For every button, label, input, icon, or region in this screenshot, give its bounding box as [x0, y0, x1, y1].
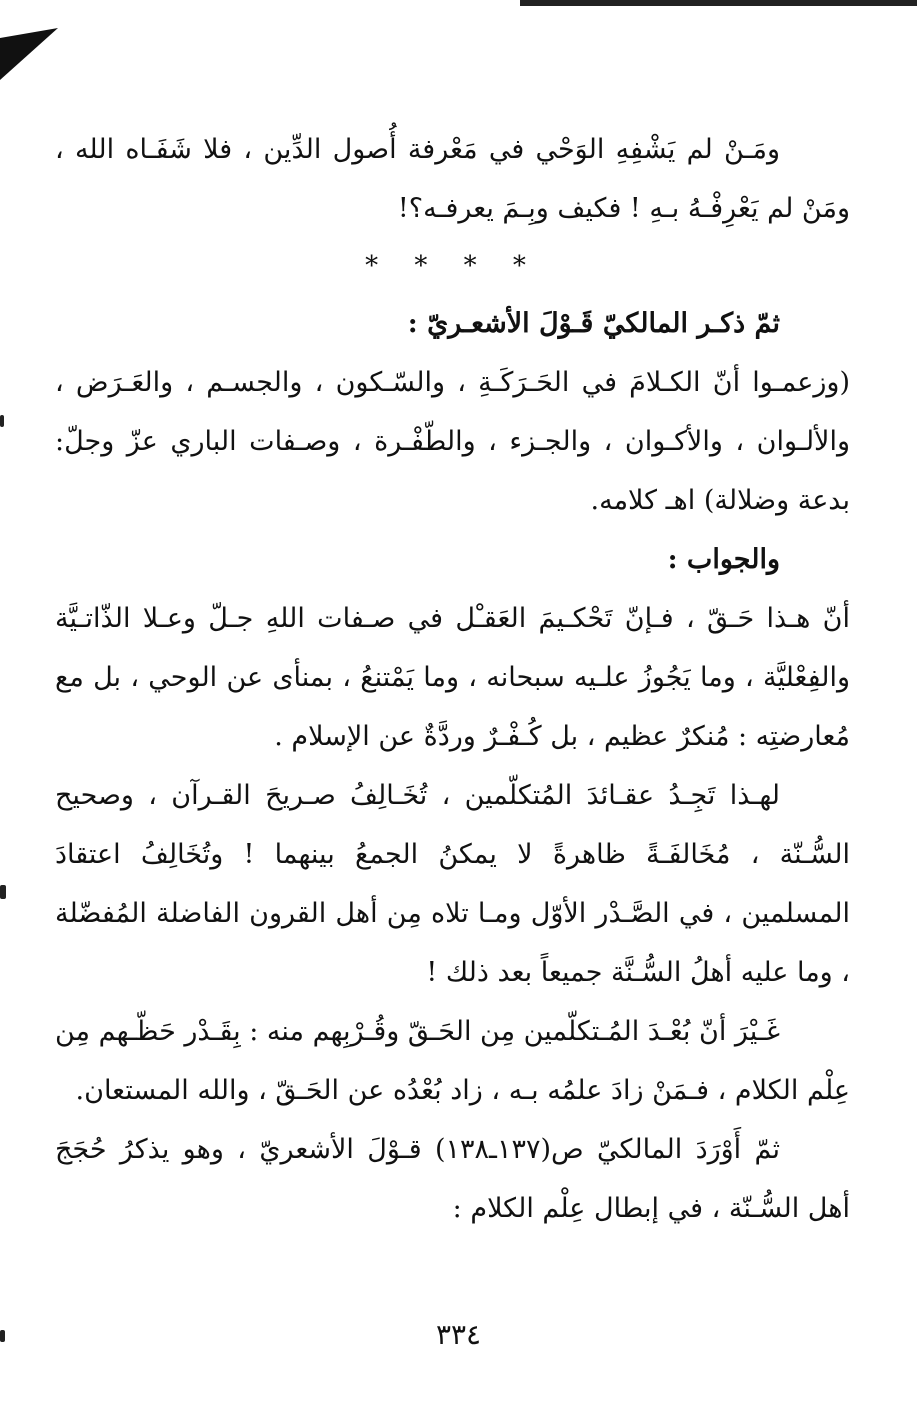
paragraph-answer: أنّ هـذا حَـقّ ، فـإنّ تَحْكـيمَ العَقـْل في صـفات اللهِ جـلّ وعـلا الذّاتـيَّة والفِعْليَّة ، وما يَجُوزُ علـيه سبحانه ، وما يَمْتنعُ ، بمنأى عن الوحي ، بل مع مُعارضتِه : مُنكرٌ عظيم ، بل كُـفْـرٌ وردَّةٌ عن الإسلام . [55, 603, 850, 752]
margin-mark-2 [0, 885, 6, 899]
paragraph-creeds: لهـذا تَجِـدُ عقـائدَ المُتكلّمين ، تُخَـالِفُ صـريحَ القـرآن ، وصحيح السُّـنّة ، مُخَالفَـةً ظاهرةً لا يمكنُ الجمعُ بينهما ! وتُخَالِفُ اعتقادَ المسلمين ، في الصَّـدْر الأوّل ومـا تلاه مِن أهل القرون الفاضلة المُفضّلة ، وما عليه أهلُ السُّـنَّة جميعاً بعد ذلك ! [55, 780, 850, 988]
margin-mark-1 [0, 415, 4, 427]
corner-triangle-mark [0, 28, 58, 84]
paragraph-quote: (وزعمـوا أنّ الكـلامَ في الحَـرَكَـةِ ، والسّـكون ، والجسـم ، والعَـرَض ، والألـوان ، والأكـوان ، والجـزء ، والطّفْـرة ، وصـفات الباري عزّ وجلّ: بدعة وضلالة) اهـ كلامه. [55, 367, 850, 516]
section-heading: ثمّ ذكـر المالكيّ قَـوْلَ الأشعـريّ : [407, 308, 780, 339]
top-border-rule [520, 0, 917, 6]
paragraph-distance: غَـيْرَ أنّ بُعْـدَ المُـتكلّمين مِن الحَـقّ وقُـرْبِهم منه : بِقَـدْر حَظّـهم مِن عِلْم الكلام ، فـمَنْ زادَ علمُه بـه ، زاد بُعْدُه عن الحَـقّ ، والله المستعان. [55, 1016, 850, 1106]
paragraph-closing: ثمّ أَوْرَدَ المالكيّ ص(١٣٧ـ١٣٨) قـوْلَ الأشعريّ ، وهو يذكرُ حُجَجَ أهل السُّـنّة ، في إبطال عِلْم الكلام : [55, 1134, 850, 1224]
page-number: ٣٣٤ [435, 1318, 482, 1351]
section-separator-stars: * * * * [365, 251, 540, 281]
paragraph-revelation: ومَـنْ لم يَشْفِهِ الوَحْي في مَعْرفة أُصول الدِّين ، فلا شَفَـاه الله ، ومَنْ لم يَعْرِفْـهُ بـهِ ! فكيف وبِـمَ يعرفـه؟! [55, 134, 850, 224]
answer-label: والجواب : [667, 544, 780, 575]
page-body [55, 120, 850, 1238]
